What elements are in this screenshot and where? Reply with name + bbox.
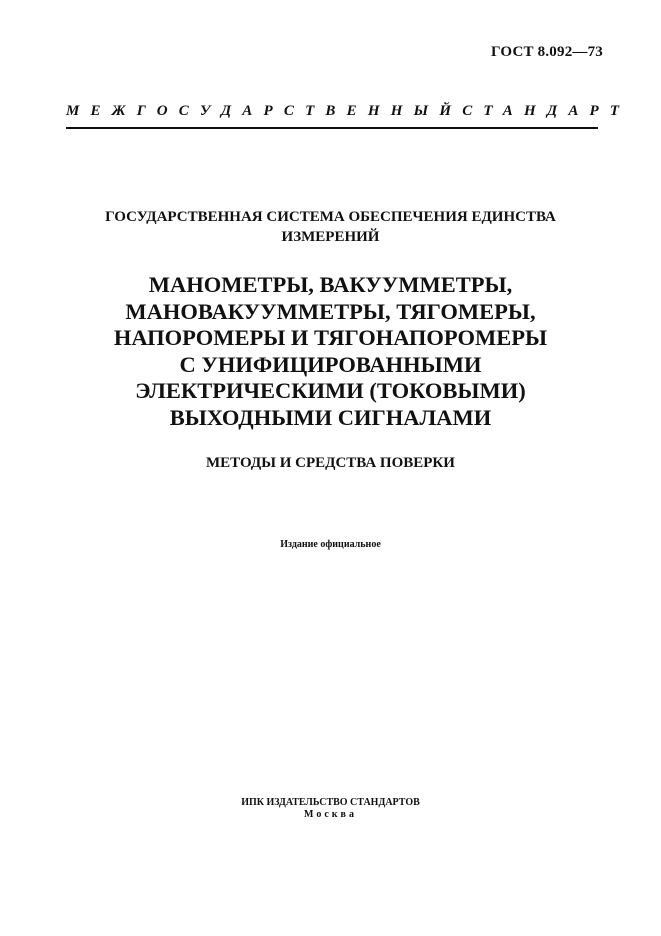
interstate-word-1: МЕЖГОСУДАРСТВЕННЫЙ xyxy=(66,103,463,119)
document-title xyxy=(40,272,621,431)
official-edition-note: Издание официальное xyxy=(280,539,381,550)
gost-code: ГОСТ 8.092—73 xyxy=(491,44,603,60)
interstate-standard-heading xyxy=(66,103,631,120)
system-heading-line-1: ГОСУДАРСТВЕННАЯ СИСТЕМА ОБЕСПЕЧЕНИЯ ЕДИНСТВА xyxy=(105,209,556,225)
system-heading xyxy=(40,207,621,247)
interstate-word-2: СТАНДАРТ xyxy=(462,103,631,119)
publisher-city: Москва xyxy=(304,809,357,820)
title-line: ВЫХОДНЫМИ СИГНАЛАМИ xyxy=(169,404,492,430)
title-line: НАПОРОМЕРЫ И ТЯГОНАПОРОМЕРЫ xyxy=(113,325,548,350)
publisher-name: ИПК ИЗДАТЕЛЬСТВО СТАНДАРТОВ xyxy=(241,797,420,808)
title-line: ЭЛЕКТРИЧЕСКИМИ (ТОКОВЫМИ) xyxy=(135,378,526,403)
title-line: С УНИФИЦИРОВАННЫМИ xyxy=(179,351,482,377)
header-divider xyxy=(66,127,598,129)
document-subtitle: МЕТОДЫ И СРЕДСТВА ПОВЕРКИ xyxy=(206,455,455,471)
system-heading-line-2: ИЗМЕРЕНИЙ xyxy=(281,229,380,245)
title-line: МАНОВАКУУММЕТРЫ, ТЯГОМЕРЫ, xyxy=(125,298,536,324)
title-line: МАНОМЕТРЫ, ВАКУУММЕТРЫ, xyxy=(148,272,513,297)
